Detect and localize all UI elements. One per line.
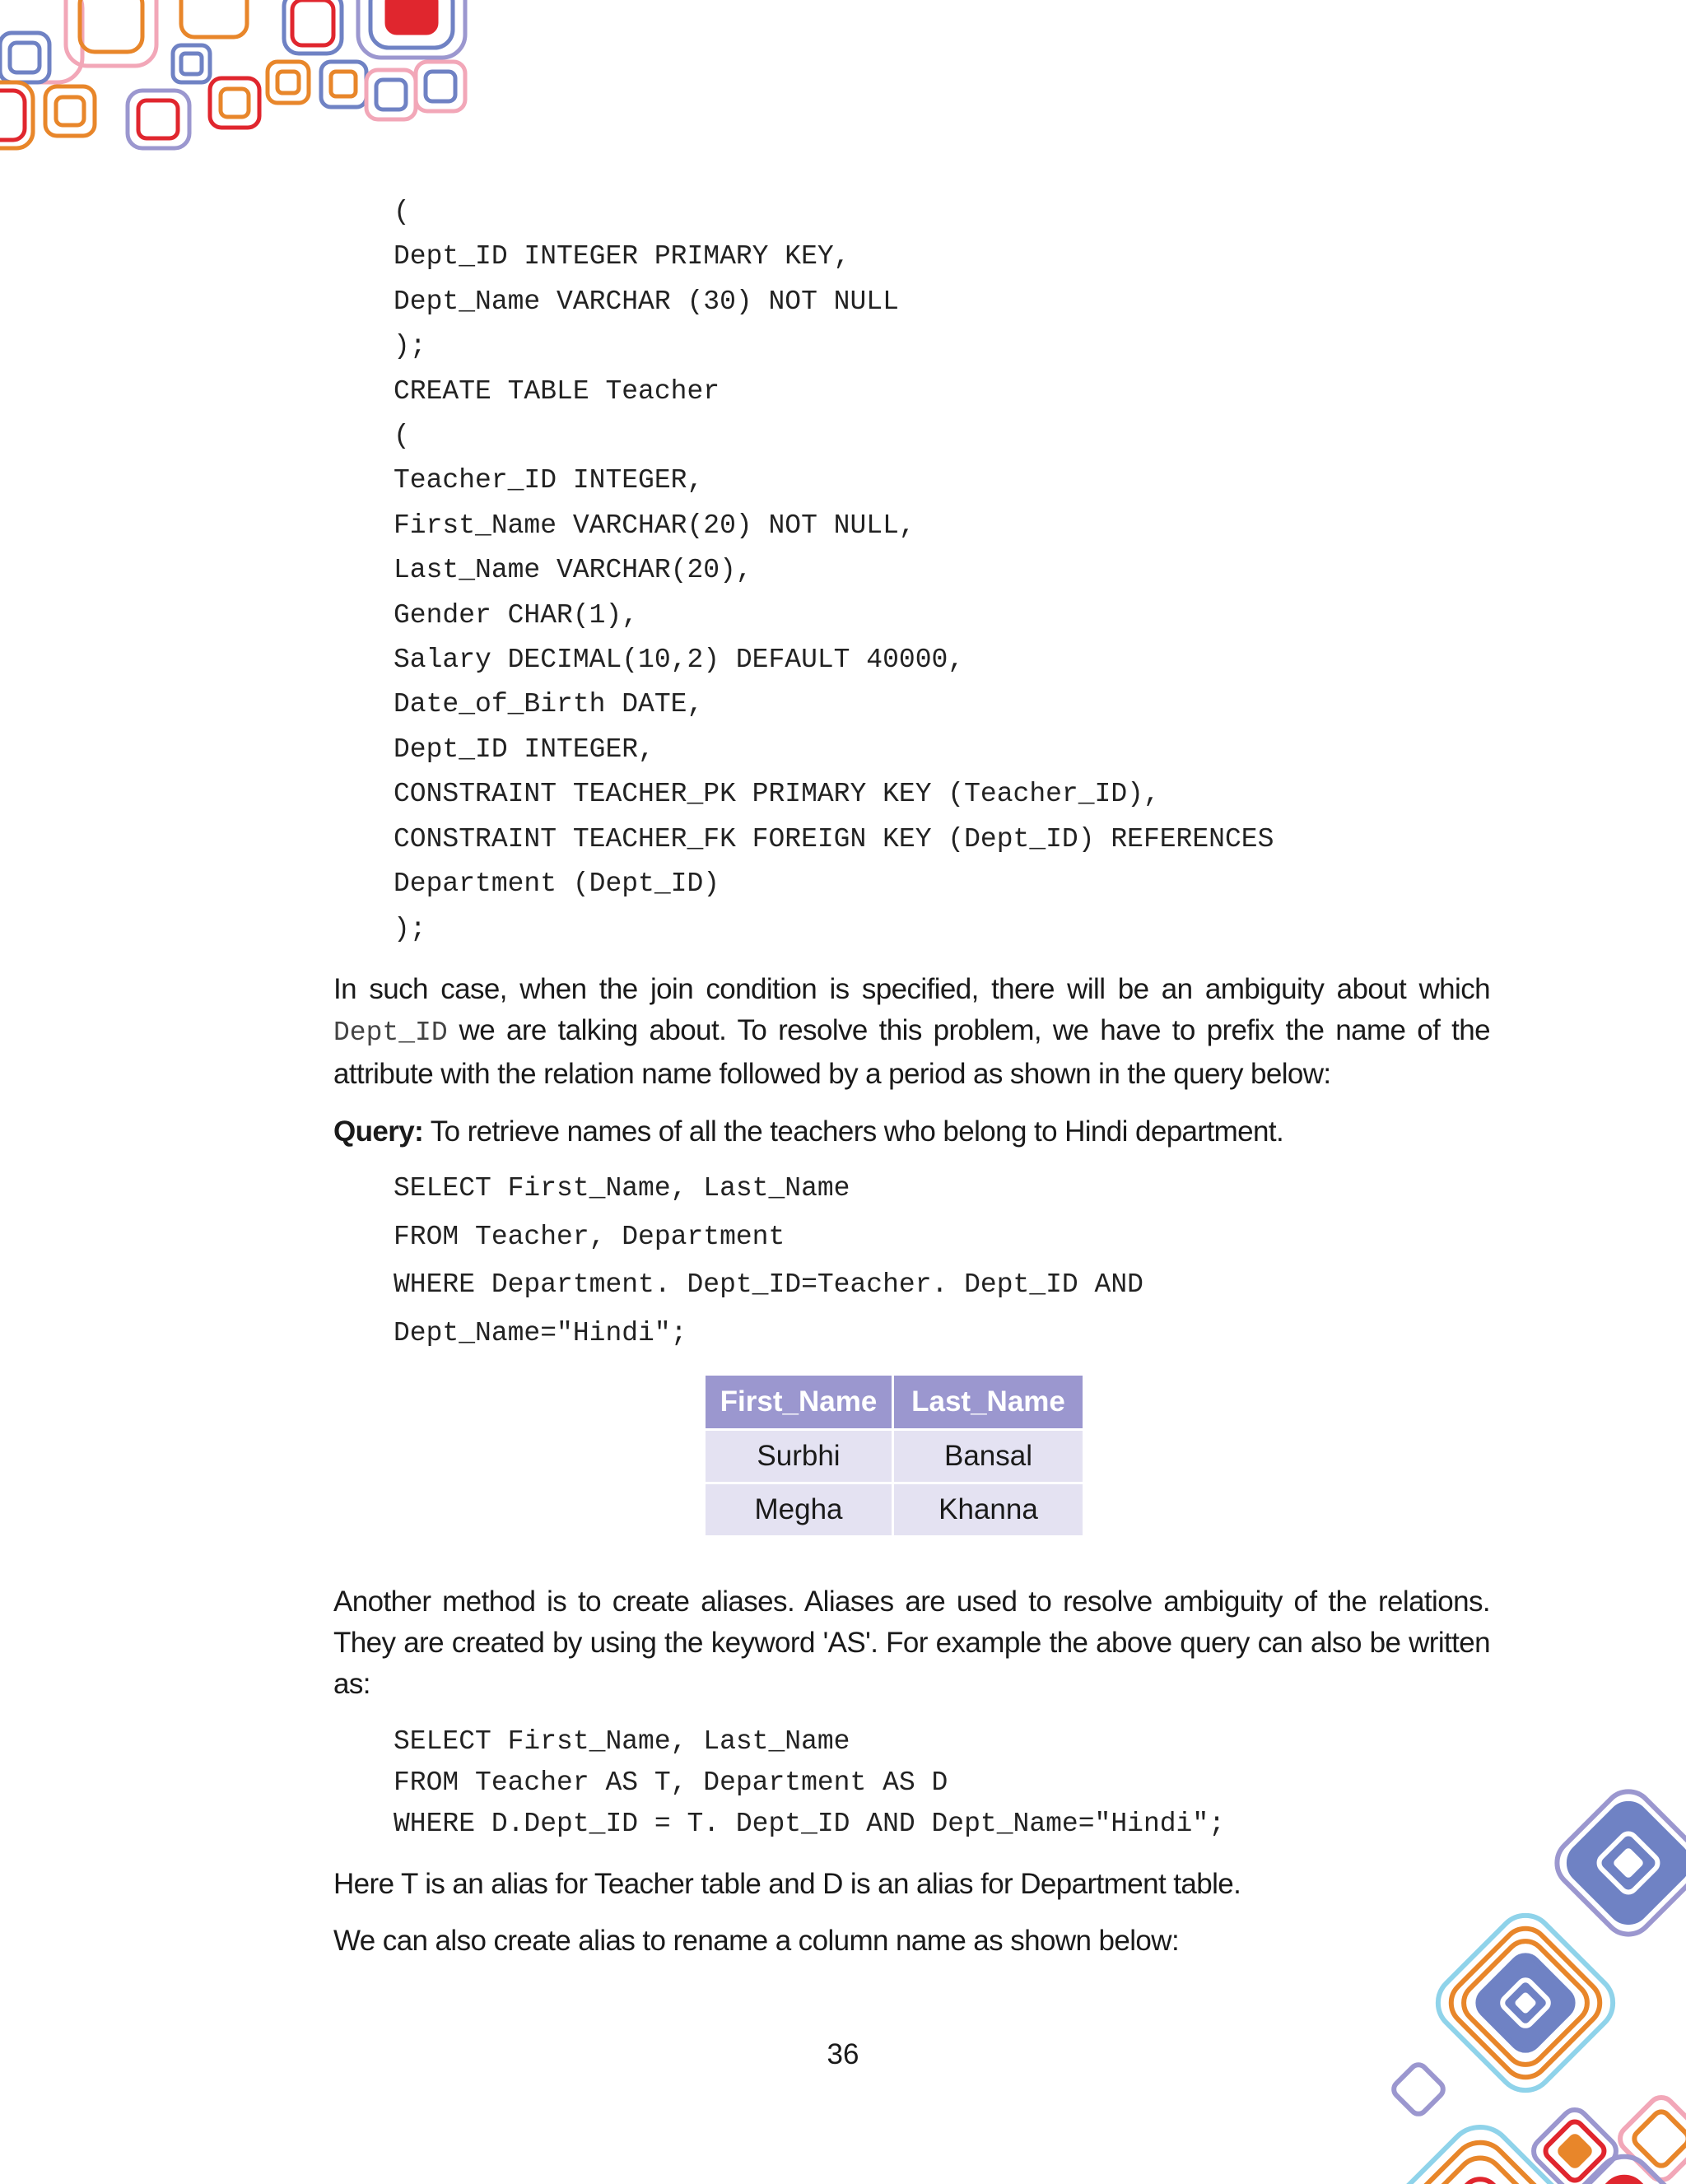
code-line: Last_Name VARCHAR(20),	[394, 555, 752, 586]
paragraph-ambiguity	[333, 969, 1490, 1095]
code-line: Dept_ID INTEGER PRIMARY KEY,	[394, 241, 850, 272]
code-line: FROM Teacher, Department	[394, 1221, 785, 1252]
code-line: Teacher_ID INTEGER,	[394, 465, 704, 496]
code-block-create-table	[394, 190, 1274, 952]
code-line: Dept_Name VARCHAR (30) NOT NULL	[394, 286, 899, 317]
query-description	[333, 1111, 1490, 1153]
code-line: );	[394, 913, 426, 944]
top-left-decoration	[0, 0, 477, 165]
paragraph-column-alias: We can also create alias to rename a column name as shown below:	[333, 1925, 1180, 1957]
table-cell: Surbhi	[706, 1431, 892, 1482]
paragraph-text: we are talking about. To resolve this problem, we have to prefix the name of the attribute with the relation name followed by a period as shown in the query below:	[333, 1014, 1490, 1090]
code-line: (	[394, 421, 410, 452]
code-line: CONSTRAINT TEACHER_FK FOREIGN KEY (Dept_ID) REFERENCES	[394, 823, 1274, 855]
page-number: 36	[827, 2038, 859, 2070]
paragraph-text: In such case, when the join condition is specified, there will be an ambiguity about which	[333, 973, 1490, 1005]
code-line: SELECT First_Name, Last_Name	[394, 1173, 850, 1204]
code-line: FROM Teacher AS T, Department AS D	[394, 1767, 948, 1798]
table-row	[706, 1431, 1083, 1482]
table-row	[706, 1484, 1083, 1535]
code-line: Dept_ID INTEGER,	[394, 733, 654, 765]
query-text: To retrieve names of all the teachers who belong to Hindi department.	[423, 1115, 1284, 1148]
code-line: CONSTRAINT TEACHER_PK PRIMARY KEY (Teacher_ID),	[394, 779, 1160, 810]
code-block-select-join	[394, 1165, 1143, 1357]
code-line: );	[394, 331, 426, 362]
table-header-row	[706, 1376, 1083, 1428]
code-line: Gender CHAR(1),	[394, 599, 639, 631]
code-line: SELECT First_Name, Last_Name	[394, 1726, 850, 1757]
code-line: (	[394, 197, 410, 227]
code-line: Date_of_Birth DATE,	[394, 689, 704, 720]
bottom-right-decoration	[1340, 1789, 1686, 2184]
code-line: Salary DECIMAL(10,2) DEFAULT 40000,	[394, 645, 965, 676]
code-line: Dept_Name="Hindi";	[394, 1317, 687, 1348]
table-cell: Khanna	[894, 1484, 1083, 1535]
paragraph-aliases: Another method is to create aliases. Aliases are used to resolve ambiguity of the relations. They are created by using the keyword 'AS'. For example the above query can also be written as:	[333, 1586, 1490, 1700]
column-header-last-name: Last_Name	[894, 1376, 1083, 1428]
code-line: CREATE TABLE Teacher	[394, 375, 720, 407]
paragraph-alias-explanation: Here T is an alias for Teacher table and D is an alias for Department table.	[333, 1868, 1241, 1900]
query-label: Query:	[333, 1115, 424, 1148]
inline-code-dept-id: Dept_ID	[333, 1017, 448, 1048]
result-table	[703, 1373, 1085, 1538]
code-line: First_Name VARCHAR(20) NOT NULL,	[394, 510, 915, 541]
table-cell: Bansal	[894, 1431, 1083, 1482]
code-block-select-alias	[394, 1721, 1225, 1845]
table-cell: Megha	[706, 1484, 892, 1535]
code-line: WHERE D.Dept_ID = T. Dept_ID AND Dept_Name="Hindi";	[394, 1809, 1225, 1839]
column-header-first-name: First_Name	[706, 1376, 892, 1428]
code-line: Department (Dept_ID)	[394, 868, 720, 900]
code-line: WHERE Department. Dept_ID=Teacher. Dept_ID AND	[394, 1269, 1143, 1300]
